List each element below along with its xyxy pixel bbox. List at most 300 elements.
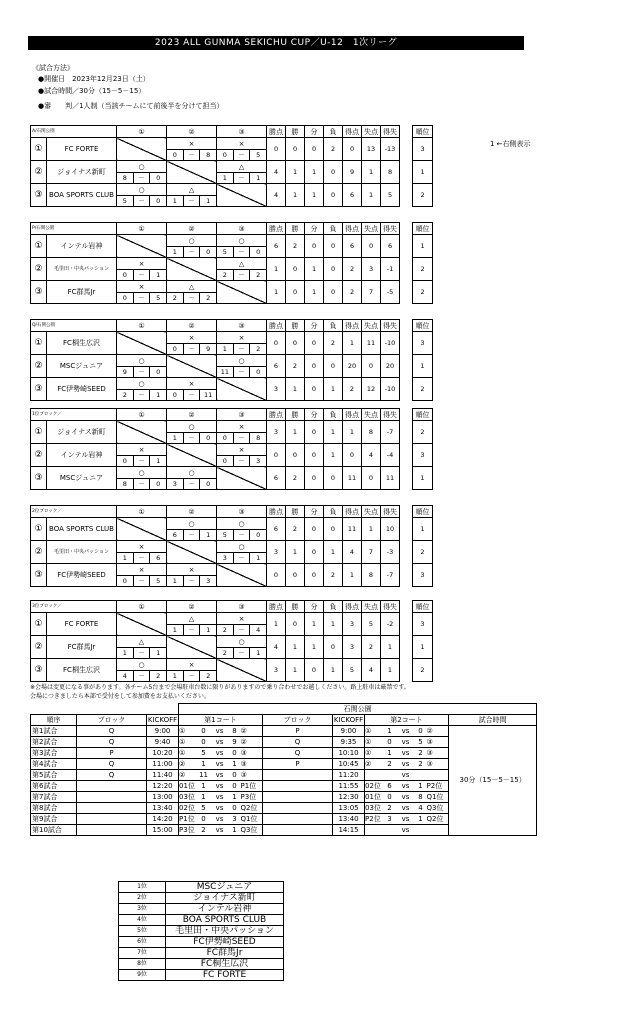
stat-draws: 0 bbox=[305, 138, 324, 161]
team-number: ② bbox=[31, 161, 47, 184]
court2-kickoff: 13:40 bbox=[333, 814, 365, 825]
team-name: FC群馬Jr bbox=[47, 636, 117, 659]
head-points: 勝点 bbox=[267, 223, 286, 235]
stat-goals-for: 9 bbox=[343, 161, 362, 184]
stat-rank: 1 bbox=[413, 235, 433, 258]
self-match-cell bbox=[167, 636, 217, 659]
score-opp: 0 bbox=[199, 433, 216, 443]
head-col-2: ② bbox=[167, 126, 217, 138]
result-symbol: × bbox=[238, 139, 245, 148]
stat-goal-diff: 1 bbox=[381, 636, 400, 659]
ranking-team: インテル岩神 bbox=[166, 904, 284, 915]
score-dash: － bbox=[233, 247, 250, 257]
result-symbol: ○ bbox=[238, 519, 245, 528]
ranking-row bbox=[119, 915, 284, 926]
team-name: FC FORTE bbox=[47, 613, 117, 636]
stat-losses: 0 bbox=[324, 281, 343, 304]
court2-away bbox=[427, 825, 449, 836]
court2-home-score bbox=[383, 770, 397, 781]
court2-kickoff: 10:10 bbox=[333, 748, 365, 759]
court1-home-score: 0 bbox=[197, 737, 211, 748]
court2-kickoff: 9:00 bbox=[333, 726, 365, 737]
head-points: 勝点 bbox=[267, 320, 286, 332]
result-symbol: ○ bbox=[138, 356, 145, 365]
head-goals-for: 得点 bbox=[343, 126, 362, 138]
court2-home: 01位 bbox=[365, 792, 381, 801]
court1-home-score: 1 bbox=[197, 759, 211, 770]
league-table bbox=[30, 222, 433, 304]
court1-home-score: 11 bbox=[197, 770, 211, 781]
court1-block bbox=[77, 825, 147, 836]
court1-away-score: 0 bbox=[229, 770, 241, 781]
head-goal-diff: 得失 bbox=[381, 320, 400, 332]
score-own: 5 bbox=[222, 248, 227, 256]
court1-home: P3位 bbox=[179, 825, 195, 834]
head-col-1: ① bbox=[117, 223, 167, 235]
score-dash: － bbox=[133, 648, 150, 658]
stat-losses: 2 bbox=[324, 332, 343, 355]
stat-goals-for: 3 bbox=[343, 636, 362, 659]
score-dash: － bbox=[183, 390, 200, 400]
schedule-head-order: 順序 bbox=[31, 715, 77, 726]
result-symbol: △ bbox=[188, 185, 195, 194]
head-rank: 順位 bbox=[413, 506, 433, 518]
court1-away-score: 1 bbox=[229, 792, 241, 803]
stat-wins: 2 bbox=[286, 235, 305, 258]
score-dash: － bbox=[133, 671, 150, 681]
court1-block bbox=[77, 803, 147, 814]
stat-rank: 3 bbox=[413, 564, 433, 587]
stat-goal-diff: -3 bbox=[381, 541, 400, 564]
team-number: ② bbox=[31, 541, 47, 564]
stat-goal-diff: -1 bbox=[381, 258, 400, 281]
head-col-2: ② bbox=[167, 223, 217, 235]
court1-kickoff: 11:00 bbox=[147, 759, 179, 770]
stat-wins: 0 bbox=[286, 258, 305, 281]
stat-losses: 0 bbox=[324, 184, 343, 207]
stat-draws: 1 bbox=[305, 184, 324, 207]
court2-away: Q2位 bbox=[427, 814, 449, 825]
court1-away: ③ bbox=[241, 770, 263, 781]
stat-goals-for: 0 bbox=[343, 444, 362, 467]
stat-wins: 1 bbox=[286, 541, 305, 564]
court2-block: P bbox=[263, 759, 333, 770]
head-losses: 負 bbox=[324, 320, 343, 332]
result-symbol: △ bbox=[238, 162, 245, 171]
score-own: 2 bbox=[172, 294, 177, 302]
score-opp: 2 bbox=[249, 344, 266, 354]
stat-wins: 2 bbox=[286, 518, 305, 541]
match-result-cell bbox=[117, 378, 167, 401]
stat-wins: 2 bbox=[286, 355, 305, 378]
stat-goals-for: 3 bbox=[343, 613, 362, 636]
stat-points: 0 bbox=[267, 332, 286, 355]
head-goals-for: 得点 bbox=[343, 601, 362, 613]
team-name: FC群馬Jr bbox=[47, 281, 117, 304]
stat-points: 6 bbox=[267, 355, 286, 378]
court2-vs: vs bbox=[397, 814, 415, 825]
right-side-note: 1 ←右側表示 bbox=[490, 140, 531, 148]
court2-home bbox=[365, 825, 383, 836]
stat-draws: 0 bbox=[305, 235, 324, 258]
stat-goal-diff: -4 bbox=[381, 444, 400, 467]
team-name: MSCジュニア bbox=[47, 467, 117, 490]
score-opp: 2 bbox=[199, 671, 216, 681]
score-dash: － bbox=[183, 247, 200, 257]
court1-vs: vs bbox=[211, 748, 229, 759]
stat-goals-for: 11 bbox=[343, 467, 362, 490]
court2-home-score: 2 bbox=[383, 759, 397, 770]
court1-home: P1位 bbox=[179, 814, 195, 823]
stat-goal-diff: 10 bbox=[381, 518, 400, 541]
stat-rank: 2 bbox=[413, 378, 433, 401]
score-opp: 3 bbox=[199, 576, 216, 586]
court1-block: P bbox=[77, 748, 147, 759]
head-draws: 分 bbox=[305, 409, 324, 421]
stat-points: 3 bbox=[267, 378, 286, 401]
result-symbol: × bbox=[238, 422, 245, 431]
stat-draws: 0 bbox=[305, 541, 324, 564]
team-name: インテル岩神 bbox=[47, 444, 117, 467]
match-number: 第3試合 bbox=[31, 748, 77, 759]
court1-block bbox=[77, 792, 147, 803]
score-opp: 9 bbox=[199, 344, 216, 354]
stat-wins: 1 bbox=[286, 636, 305, 659]
stat-goal-diff: -10 bbox=[381, 378, 400, 401]
match-number: 第7試合 bbox=[31, 792, 77, 803]
stat-goals-against: 7 bbox=[362, 281, 381, 304]
score-opp: 5 bbox=[149, 293, 166, 303]
court1-home: ① bbox=[179, 748, 197, 759]
stat-goals-against: 1 bbox=[362, 161, 381, 184]
schedule-venue: 石関公園 bbox=[179, 704, 537, 715]
court2-kickoff: 12:30 bbox=[333, 792, 365, 803]
team-name: FC伊勢崎SEED bbox=[47, 564, 117, 587]
score-dash: － bbox=[133, 293, 150, 303]
stat-wins: 0 bbox=[286, 444, 305, 467]
team-name: BOA SPORTS CLUB bbox=[47, 518, 117, 541]
court2-block bbox=[263, 825, 333, 836]
self-match-cell bbox=[217, 564, 267, 587]
result-symbol: ○ bbox=[138, 185, 145, 194]
court1-away: P3位 bbox=[241, 792, 263, 803]
match-result-cell bbox=[167, 281, 217, 304]
head-col-2: ② bbox=[167, 409, 217, 421]
result-symbol: × bbox=[188, 660, 195, 669]
ranking-team: 毛里田・中央パッション bbox=[166, 926, 284, 937]
score-dash: － bbox=[233, 648, 250, 658]
stat-rank: 1 bbox=[413, 467, 433, 490]
court2-away-score bbox=[415, 770, 427, 781]
court2-away-score: 8 bbox=[415, 792, 427, 803]
stat-rank: 3 bbox=[413, 444, 433, 467]
score-dash: － bbox=[233, 553, 250, 563]
court2-vs: vs bbox=[397, 726, 415, 737]
court2-away: ③ bbox=[427, 737, 449, 748]
court1-block bbox=[77, 814, 147, 825]
league-table bbox=[30, 600, 433, 682]
stat-points: 1 bbox=[267, 613, 286, 636]
score-dash: － bbox=[233, 270, 250, 280]
self-match-cell bbox=[117, 138, 167, 161]
ranking-position: 5位 bbox=[119, 926, 166, 937]
court1-kickoff: 11:40 bbox=[147, 770, 179, 781]
court1-kickoff: 9:00 bbox=[147, 726, 179, 737]
stat-goals-against: 8 bbox=[362, 564, 381, 587]
score-dash: － bbox=[233, 433, 250, 443]
court2-home-score: 2 bbox=[383, 803, 397, 814]
stat-points: 6 bbox=[267, 467, 286, 490]
stat-losses: 1 bbox=[324, 659, 343, 682]
stat-rank: 1 bbox=[413, 636, 433, 659]
stat-draws: 0 bbox=[305, 659, 324, 682]
stat-goals-against: 11 bbox=[362, 332, 381, 355]
court1-home: 01位 bbox=[179, 781, 195, 790]
head-wins: 勝 bbox=[286, 320, 305, 332]
head-goals-against: 失点 bbox=[362, 320, 381, 332]
court1-home: ① bbox=[179, 726, 197, 737]
court2-block: Q bbox=[263, 737, 333, 748]
ranking-team: FC群馬Jr bbox=[166, 948, 284, 959]
score-own: 3 bbox=[222, 554, 227, 562]
court1-away-score: 1 bbox=[229, 759, 241, 770]
score-dash: － bbox=[183, 576, 200, 586]
score-own: 1 bbox=[172, 626, 177, 634]
result-symbol: × bbox=[138, 445, 145, 454]
court2-home-score: 0 bbox=[383, 737, 397, 748]
stat-wins: 1 bbox=[286, 161, 305, 184]
head-points: 勝点 bbox=[267, 409, 286, 421]
score-opp: 1 bbox=[149, 270, 166, 280]
stat-goals-for: 1 bbox=[343, 421, 362, 444]
court2-away: ③ bbox=[427, 759, 449, 770]
stat-points: 4 bbox=[267, 636, 286, 659]
head-draws: 分 bbox=[305, 320, 324, 332]
score-opp: 1 bbox=[149, 456, 166, 466]
schedule-head-kickoff-1: KICKOFF bbox=[147, 715, 178, 724]
head-col-1: ① bbox=[117, 126, 167, 138]
match-result-cell bbox=[217, 444, 267, 467]
court1-kickoff: 13:40 bbox=[147, 803, 179, 814]
stat-draws: 1 bbox=[305, 281, 324, 304]
stat-draws: 0 bbox=[305, 355, 324, 378]
result-symbol: × bbox=[238, 333, 245, 342]
court1-vs: vs bbox=[211, 781, 229, 792]
head-col-1: ① bbox=[117, 320, 167, 332]
stat-draws: 0 bbox=[305, 564, 324, 587]
court1-home: 02位 bbox=[179, 803, 195, 812]
stat-losses: 1 bbox=[324, 541, 343, 564]
stat-losses: 0 bbox=[324, 636, 343, 659]
score-opp: 0 bbox=[199, 479, 216, 489]
score-own: 8 bbox=[122, 174, 127, 182]
court2-home-score: 0 bbox=[383, 792, 397, 803]
stat-wins: 1 bbox=[286, 184, 305, 207]
team-name: FC伊勢崎SEED bbox=[47, 378, 117, 401]
stat-draws: 1 bbox=[305, 636, 324, 659]
schedule-head-court-2: 第2コート bbox=[365, 715, 449, 726]
court2-home bbox=[365, 770, 383, 781]
court1-block: Q bbox=[77, 737, 147, 748]
head-wins: 勝 bbox=[286, 506, 305, 518]
match-result-cell bbox=[117, 281, 167, 304]
match-result-cell bbox=[217, 355, 267, 378]
head-draws: 分 bbox=[305, 223, 324, 235]
head-goal-diff: 得失 bbox=[381, 223, 400, 235]
score-opp: 1 bbox=[249, 553, 266, 563]
ranking-position: 1位 bbox=[119, 882, 166, 893]
match-result-cell bbox=[117, 184, 167, 207]
team-number: ② bbox=[31, 636, 47, 659]
score-dash: － bbox=[233, 150, 250, 160]
score-dash: － bbox=[183, 196, 200, 206]
team-number: ① bbox=[31, 332, 47, 355]
team-number: ③ bbox=[31, 378, 47, 401]
self-match-cell bbox=[117, 613, 167, 636]
stat-goals-for: 2 bbox=[343, 281, 362, 304]
score-own: 2 bbox=[122, 391, 127, 399]
score-own: 3 bbox=[172, 480, 177, 488]
team-number: ③ bbox=[31, 281, 47, 304]
stat-points: 4 bbox=[267, 161, 286, 184]
stat-goals-for: 2 bbox=[343, 378, 362, 401]
score-own: 0 bbox=[222, 434, 227, 442]
team-number: ③ bbox=[31, 184, 47, 207]
court1-vs: vs bbox=[211, 759, 229, 770]
head-rank: 順位 bbox=[413, 126, 433, 138]
head-col-2: ② bbox=[167, 320, 217, 332]
team-number: ① bbox=[31, 138, 47, 161]
head-wins: 勝 bbox=[286, 409, 305, 421]
result-symbol: × bbox=[188, 565, 195, 574]
stat-goals-for: 6 bbox=[343, 235, 362, 258]
head-col-1: ① bbox=[117, 409, 167, 421]
score-own: 0 bbox=[222, 151, 227, 159]
score-opp: 0 bbox=[249, 367, 266, 377]
court2-vs: vs bbox=[397, 759, 415, 770]
league-table bbox=[30, 505, 433, 587]
stat-losses: 0 bbox=[324, 355, 343, 378]
head-losses: 負 bbox=[324, 223, 343, 235]
head-losses: 負 bbox=[324, 601, 343, 613]
stat-losses: 0 bbox=[324, 235, 343, 258]
ranking-position: 8位 bbox=[119, 959, 166, 970]
score-own: 1 bbox=[172, 434, 177, 442]
schedule-head-block-2: ブロック bbox=[263, 715, 333, 726]
score-own: 2 bbox=[222, 649, 227, 657]
match-result-cell bbox=[167, 138, 217, 161]
score-own: 1 bbox=[172, 248, 177, 256]
ranking-row bbox=[119, 926, 284, 937]
match-result-cell bbox=[167, 332, 217, 355]
stat-goals-for: 1 bbox=[343, 564, 362, 587]
stat-draws: 0 bbox=[305, 332, 324, 355]
stat-goals-against: 1 bbox=[362, 518, 381, 541]
self-match-cell bbox=[167, 541, 217, 564]
court1-away-score: 0 bbox=[229, 803, 241, 814]
stat-goals-against: 0 bbox=[362, 355, 381, 378]
court2-kickoff: 14:15 bbox=[333, 825, 365, 836]
stat-draws: 0 bbox=[305, 467, 324, 490]
self-match-cell bbox=[117, 421, 167, 444]
self-match-cell bbox=[117, 235, 167, 258]
court2-away: ② bbox=[427, 726, 449, 737]
score-opp: 8 bbox=[199, 150, 216, 160]
court2-home: 03位 bbox=[365, 803, 381, 812]
court1-away-score: 3 bbox=[229, 814, 241, 825]
self-match-cell bbox=[167, 355, 217, 378]
court1-home: ② bbox=[179, 770, 197, 781]
head-goals-for: 得点 bbox=[343, 320, 362, 332]
stat-goal-diff: 11 bbox=[381, 467, 400, 490]
ranking-team: FC伊勢崎SEED bbox=[166, 937, 284, 948]
stat-goal-diff: -13 bbox=[381, 138, 400, 161]
head-wins: 勝 bbox=[286, 223, 305, 235]
score-opp: 5 bbox=[149, 576, 166, 586]
court1-home-score: 0 bbox=[197, 726, 211, 737]
court2-away: Q3位 bbox=[427, 803, 449, 814]
court1-kickoff: 14:20 bbox=[147, 814, 179, 825]
court1-block: Q bbox=[77, 770, 147, 781]
ranking-team: FC桐生広沢 bbox=[166, 959, 284, 970]
court2-home: ① bbox=[365, 726, 383, 737]
court1-away: Q3位 bbox=[241, 825, 263, 836]
court1-away-score: 0 bbox=[229, 748, 241, 759]
court2-home: ② bbox=[365, 759, 383, 770]
self-match-cell bbox=[217, 659, 267, 682]
court2-kickoff: 13:05 bbox=[333, 803, 365, 814]
head-wins: 勝 bbox=[286, 601, 305, 613]
court2-vs: vs bbox=[397, 770, 415, 781]
court1-home-score: 5 bbox=[197, 748, 211, 759]
stat-draws: 1 bbox=[305, 613, 324, 636]
score-dash: － bbox=[183, 150, 200, 160]
ranking-row bbox=[119, 904, 284, 915]
head-col-3: ③ bbox=[217, 320, 267, 332]
court1-home-score: 5 bbox=[197, 803, 211, 814]
court2-away-score: 1 bbox=[415, 814, 427, 825]
score-dash: － bbox=[133, 479, 150, 489]
head-draws: 分 bbox=[305, 506, 324, 518]
team-number: ② bbox=[31, 355, 47, 378]
score-dash: － bbox=[133, 390, 150, 400]
result-symbol: ○ bbox=[188, 236, 195, 245]
court1-home: ① bbox=[179, 737, 197, 748]
info-referee: ●審 判／1人制（当該チームにて前後半を分けて担当） bbox=[38, 102, 224, 110]
stat-wins: 0 bbox=[286, 332, 305, 355]
result-symbol: × bbox=[238, 445, 245, 454]
match-result-cell bbox=[217, 613, 267, 636]
self-match-cell bbox=[117, 332, 167, 355]
court1-away: Q1位 bbox=[241, 814, 263, 825]
match-result-cell bbox=[117, 636, 167, 659]
score-dash: － bbox=[233, 344, 250, 354]
team-name: 毛里田・中央パッション bbox=[47, 541, 117, 564]
schedule-head-court-1: 第1コート bbox=[179, 715, 263, 726]
stat-rank: 1 bbox=[413, 355, 433, 378]
court1-vs: vs bbox=[211, 726, 229, 737]
court1-away: ② bbox=[241, 737, 263, 748]
stat-losses: 1 bbox=[324, 444, 343, 467]
match-result-cell bbox=[217, 636, 267, 659]
stat-rank: 2 bbox=[413, 184, 433, 207]
match-number: 第4試合 bbox=[31, 759, 77, 770]
score-dash: － bbox=[183, 344, 200, 354]
stat-points: 1 bbox=[267, 281, 286, 304]
self-match-cell bbox=[217, 378, 267, 401]
head-col-3: ③ bbox=[217, 409, 267, 421]
score-own: 4 bbox=[122, 672, 127, 680]
